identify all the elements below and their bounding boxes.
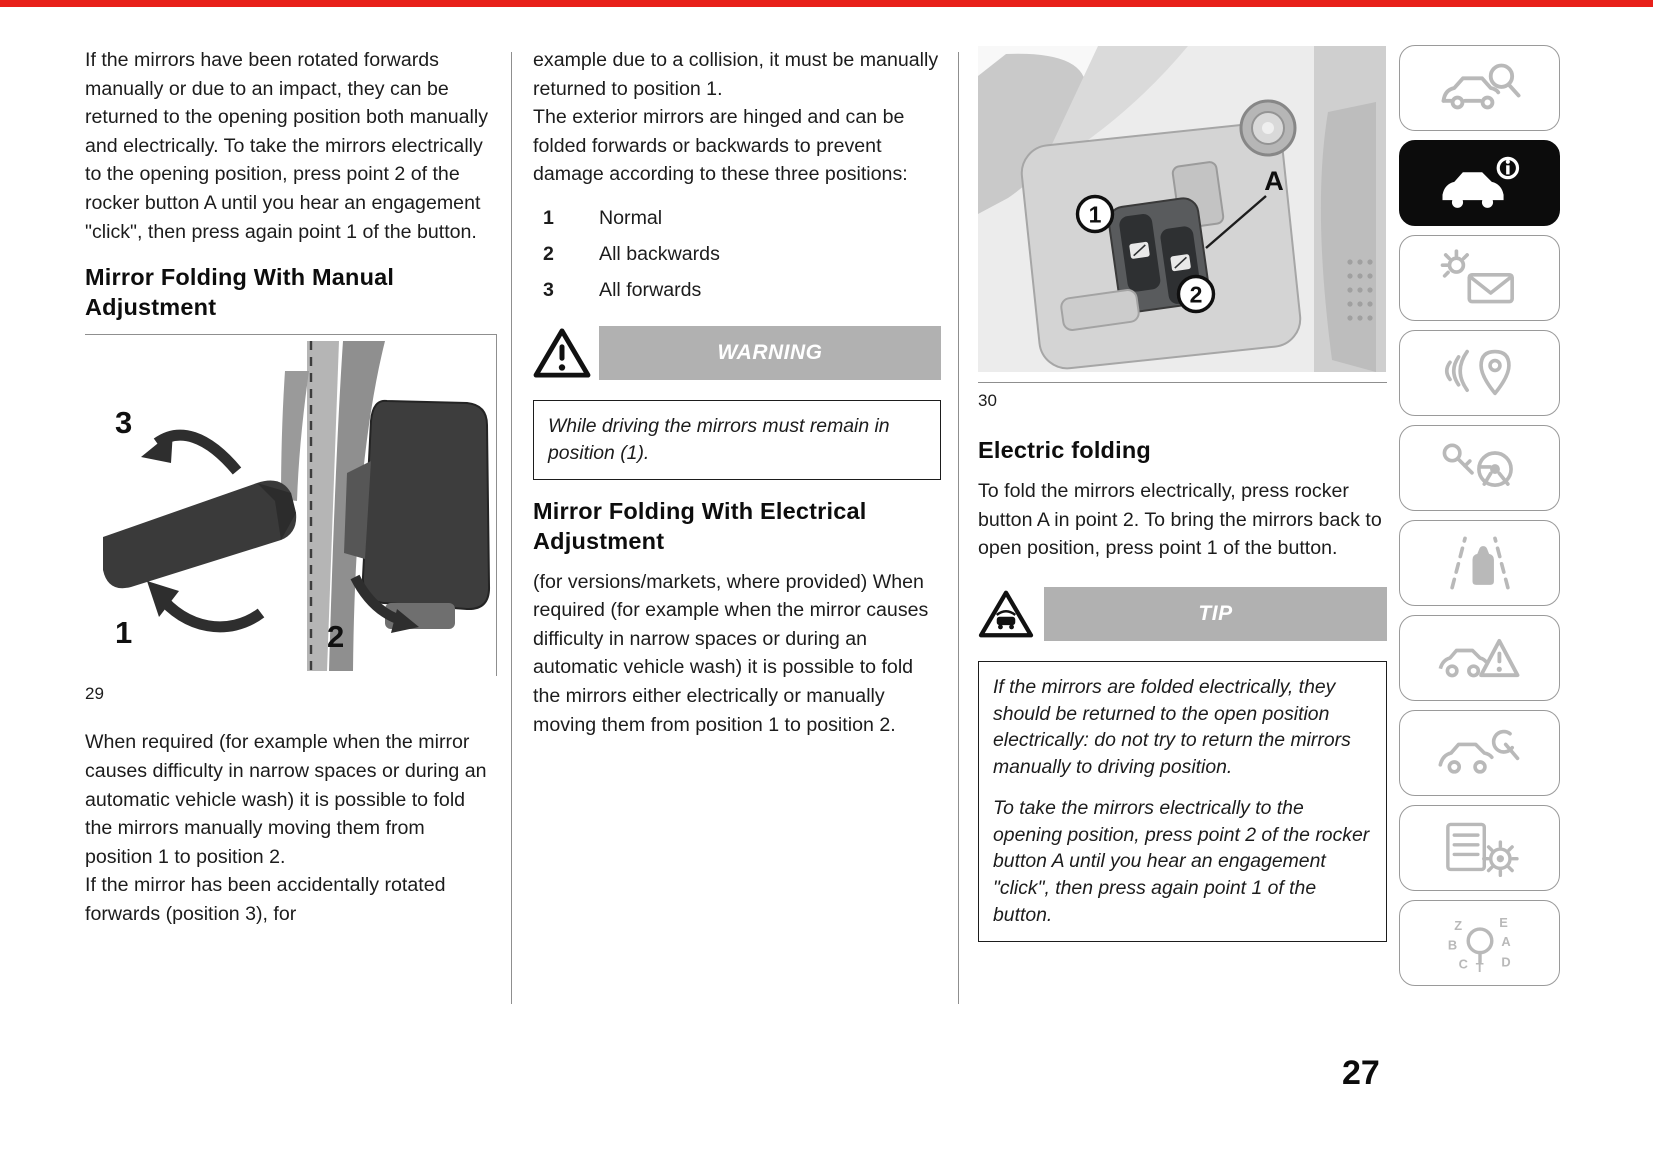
car-wrench-icon: [1436, 723, 1524, 783]
sidebar-item-servicing-and-care[interactable]: [1399, 710, 1560, 796]
svg-text:B: B: [1447, 937, 1457, 953]
svg-text:D: D: [1500, 954, 1511, 970]
page-number: 27: [1342, 1054, 1380, 1092]
warning-triangle-icon: [533, 327, 599, 379]
door-panel-illustration: [978, 46, 1386, 372]
figure-30-caption: 30: [978, 391, 997, 410]
warning-note-box: [533, 400, 941, 480]
figure-30-door-switches: [978, 46, 1387, 383]
tip-note-box: [978, 661, 1387, 942]
warning-banner-bar: [599, 326, 941, 380]
figure-label-1: 1: [115, 615, 133, 651]
warning-note-text: While driving the mirrors must remain in position (1).: [548, 414, 890, 464]
paragraph-mirrors-rotated: If the mirrors have been rotated forwards manually or due to an impact, they can be returned to the opening position both manually and electrically. To take the mirrors electrically to the opening position, press point 2 of the rocker button A until you hear an engagement "click", then press again point 1 of the button.: [85, 49, 489, 243]
paragraph-rotated-forwards: If the mirror has been accidentally rotated forwards (position 3), for: [85, 874, 446, 925]
sidebar-item-in-an-emergency[interactable]: [1399, 615, 1560, 701]
warning-banner-title: WARNING: [717, 340, 823, 364]
sidebar-item-knowing-your-car[interactable]: [1399, 45, 1560, 131]
svg-text:T: T: [1475, 959, 1484, 973]
paragraph-collision: example due to a collision, it must be manually returned to position 1.: [533, 49, 939, 100]
tip-banner-bar: [1044, 587, 1387, 641]
tip-note-text-1: If the mirrors are folded electrically, they should be returned to the open position electrically: do not try to return the mirrors manually to driving position.: [993, 675, 1351, 779]
positions-list: [533, 207, 941, 302]
paragraph-manual-folding: When required (for example when the mirror causes difficulty in narrow spaces or during an automatic vehicle wash) it is possible to fold the mirrors manually moving them from position 1 to position 2.: [85, 731, 487, 868]
column-left: [85, 46, 497, 928]
column-divider: [958, 52, 959, 1004]
svg-text:Z: Z: [1453, 918, 1462, 934]
key-steering-icon: [1436, 438, 1524, 498]
tip-sign-icon: [978, 589, 1044, 639]
callout-2: 2: [1189, 281, 1203, 308]
svg-text:C: C: [1458, 956, 1468, 972]
figure-label-2: 2: [327, 619, 345, 655]
paragraph-hinged-mirrors: The exterior mirrors are hinged and can be folded forwards or backwards to prevent damage according to these three positions:: [533, 106, 908, 186]
column-right: [978, 46, 1387, 942]
list-item: [533, 207, 941, 230]
paragraph-electric-folding: To fold the mirrors electrically, press rocker button A in point 2. To bring the mirrors back to open position, press point 1 of the button.: [978, 480, 1382, 560]
callout-1: 1: [1088, 201, 1102, 228]
list-item-number: 2: [543, 242, 554, 265]
callout-A: A: [1264, 166, 1284, 196]
navigation-audio-icon: [1436, 343, 1524, 403]
sidebar-item-warning-lights-messages[interactable]: [1399, 235, 1560, 321]
sidebar-item-alphabetical-index[interactable]: [1399, 900, 1560, 986]
heading-manual-folding: Mirror Folding With Manual Adjustment: [85, 264, 395, 321]
list-item-label: All backwards: [599, 242, 720, 265]
list-item-number: 1: [543, 206, 554, 229]
car-search-icon: [1436, 58, 1524, 118]
figure-29-mirror-fold-positions: [85, 334, 497, 676]
list-item: [533, 279, 941, 302]
figure-label-3: 3: [115, 405, 133, 441]
tip-banner: [978, 587, 1387, 641]
heading-electric-folding: Electric folding: [978, 437, 1151, 463]
column-middle: [533, 46, 941, 739]
sidebar-item-dashboard-and-controls[interactable]: [1399, 140, 1560, 226]
road-lanes-icon: [1436, 533, 1524, 593]
car-info-icon: [1436, 153, 1524, 213]
car-warning-triangle-icon: [1436, 628, 1524, 688]
heading-electrical-folding: Mirror Folding With Electrical Adjustment: [533, 497, 867, 554]
list-gear-icon: [1436, 818, 1524, 878]
list-item-number: 3: [543, 278, 554, 301]
svg-text:E: E: [1498, 914, 1508, 930]
mirror-positions-illustration: [85, 341, 495, 671]
tip-note-text-2: To take the mirrors electrically to the opening position, press point 2 of the rocker button A until you hear an engagement "click", then press again point 1 of the button.: [993, 796, 1370, 926]
tip-banner-title: TIP: [1198, 601, 1233, 625]
list-item-label: Normal: [599, 206, 663, 229]
column-divider: [511, 52, 512, 1004]
list-item: [533, 243, 941, 266]
alphabetical-index-icon: [1436, 913, 1524, 973]
svg-text:A: A: [1500, 934, 1511, 950]
sun-envelope-icon: [1436, 248, 1524, 308]
page-top-accent-bar: [0, 0, 1653, 7]
sidebar-item-starting-and-driving[interactable]: [1399, 425, 1560, 511]
figure-29-caption: 29: [85, 684, 104, 704]
warning-banner: [533, 326, 941, 380]
sidebar-item-infotainment[interactable]: [1399, 330, 1560, 416]
sidebar-item-technical-data[interactable]: [1399, 805, 1560, 891]
section-tab-rail: [1399, 45, 1560, 995]
list-item-label: All forwards: [599, 278, 702, 301]
sidebar-item-driving[interactable]: [1399, 520, 1560, 606]
paragraph-electrical-folding: (for versions/markets, where provided) When required (for example when the mirror causes difficulty in narrow spaces or during an automatic vehicle wash) it is possible to fold the mirrors either electrically or manually moving them from position 1 to position 2.: [533, 570, 929, 736]
